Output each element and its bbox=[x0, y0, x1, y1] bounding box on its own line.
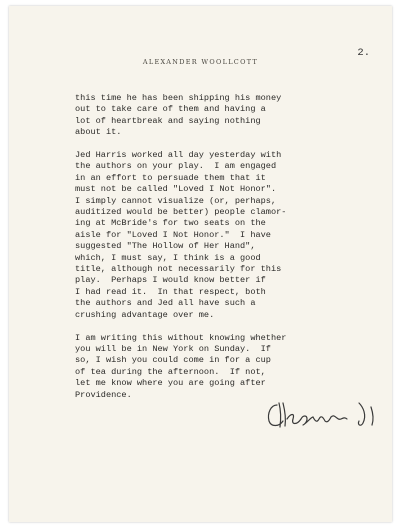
letter-body bbox=[75, 93, 392, 412]
letterhead: ALEXANDER WOOLLCOTT bbox=[142, 58, 259, 66]
handwritten-signature-icon bbox=[263, 395, 383, 435]
paragraph-1: this time he has been shipping his money out to take care of them and having a lot of heartbreak and saying nothing about it. bbox=[75, 93, 282, 138]
page-number: 2. bbox=[357, 47, 370, 59]
paragraph-3: I am writing this without knowing whether you will be in New York on Sunday. If so, I wish you could come in for a cup of tea during the afternoon. If not, let me know where you are going after Providence. bbox=[75, 332, 287, 400]
letter-sheet bbox=[9, 6, 392, 522]
paragraph-2: Jed Harris worked all day yesterday with the authors on your play. I am engaged in an effort to persuade them that it must not be called "Loved I Not Honor". I simply cannot visualize (or, perhaps, auditized would be better) people clamor- ing at McBride's for two seats on the aisle for "Loved I Not Honor." I have suggested "The Hollow of Her Hand", which, I must say, I think is a good title, although not necessarily for this play. Perhaps I would know better if I had read it. In that respect, both the authors and Jed all have such a crushing advantage over me. bbox=[75, 150, 287, 320]
